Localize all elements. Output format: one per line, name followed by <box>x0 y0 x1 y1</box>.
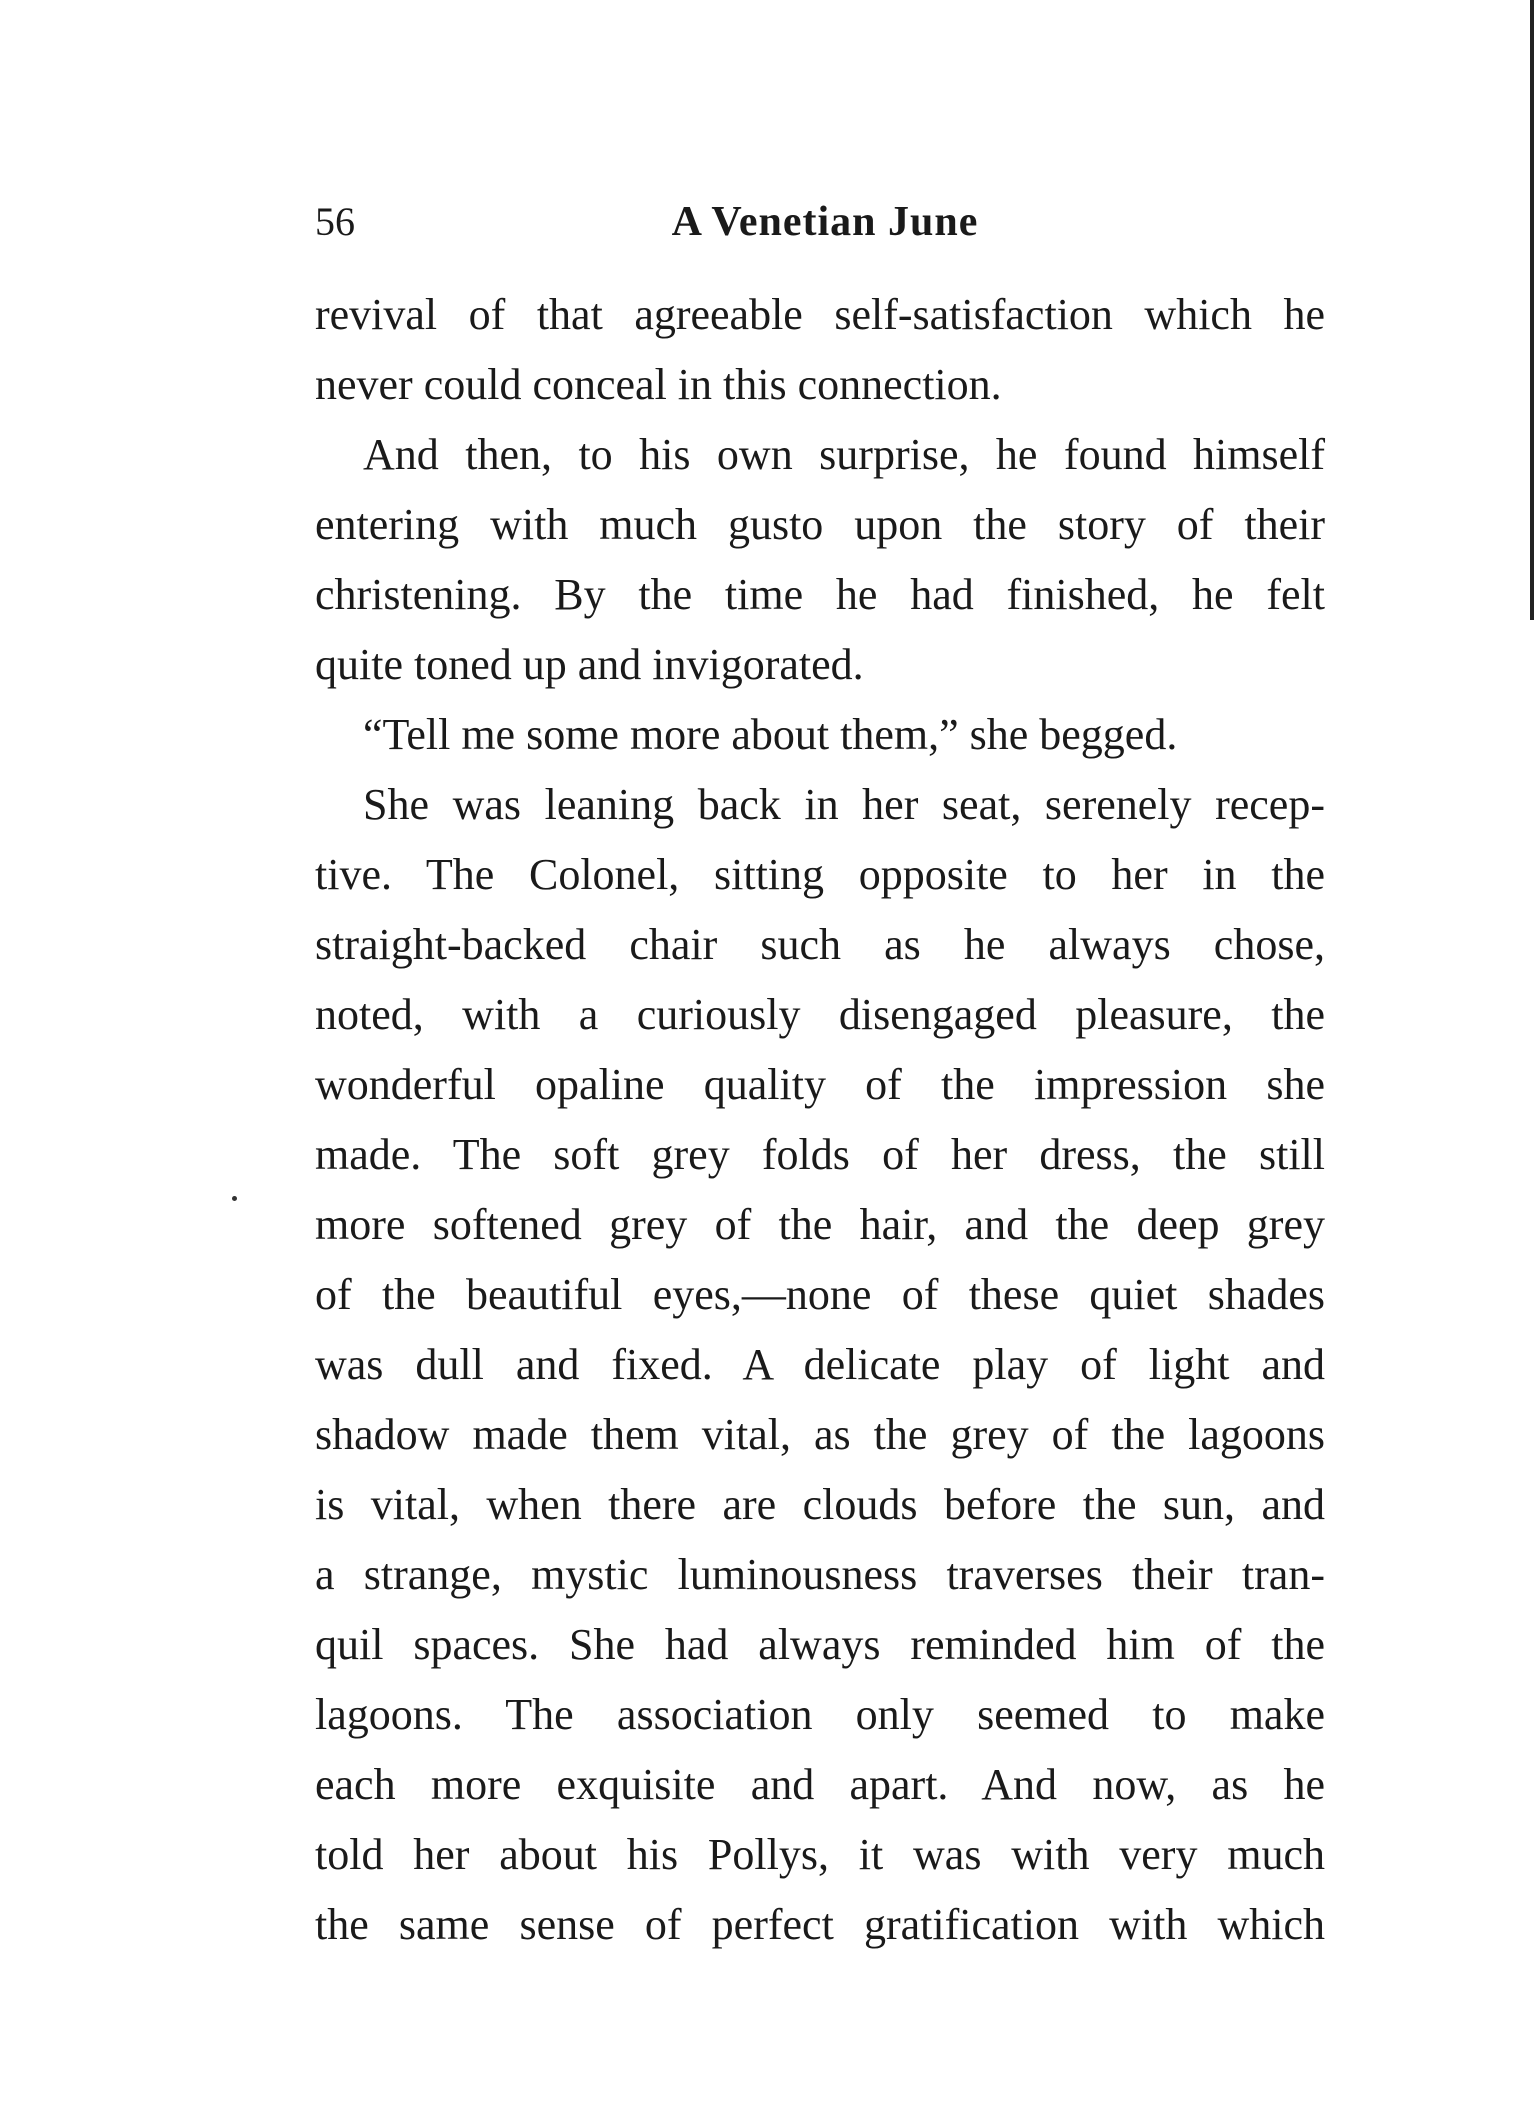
text-line: of the beautiful eyes,—none of these quiet shades <box>315 1270 1325 1319</box>
text-line: quite toned up and invigorated. <box>315 640 864 689</box>
text-line: shadow made them vital, as the grey of the lagoons <box>315 1410 1325 1459</box>
text-line: each more exquisite and apart. And now, as he <box>315 1760 1325 1809</box>
text-line: made. The soft grey folds of her dress, the still <box>315 1130 1325 1179</box>
text-line: is vital, when there are clouds before the sun, and <box>315 1480 1325 1529</box>
text-line: more softened grey of the hair, and the deep grey <box>315 1200 1325 1249</box>
text-line: a strange, mystic luminousness traverses their tran- <box>315 1550 1325 1599</box>
body-text <box>315 280 1325 1960</box>
text-line: told her about his Pollys, it was with very much <box>315 1830 1325 1879</box>
text-line: straight-backed chair such as he always chose, <box>315 920 1325 969</box>
text-line: christening. By the time he had finished, he felt <box>315 570 1325 619</box>
text-line: tive. The Colonel, sitting opposite to her in the <box>315 850 1325 899</box>
text-line: revival of that agreeable self-satisfaction which he <box>315 290 1325 339</box>
text-line: She was leaning back in her seat, serenely recep- <box>363 780 1325 829</box>
text-line: lagoons. The association only seemed to make <box>315 1690 1325 1739</box>
text-line: quil spaces. She had always reminded him of the <box>315 1620 1325 1669</box>
running-title: A Venetian June <box>671 199 979 245</box>
text-line: “Tell me some more about them,” she begged. <box>363 710 1178 759</box>
page-header <box>315 192 1335 252</box>
text-line: And then, to his own surprise, he found himself <box>363 430 1325 479</box>
text-line: the same sense of perfect gratification with which <box>315 1900 1325 1949</box>
text-line: never could conceal in this connection. <box>315 360 1002 409</box>
page-edge-rule <box>1530 0 1534 620</box>
text-line: wonderful opaline quality of the impression she <box>315 1060 1325 1109</box>
margin-speck <box>232 1196 237 1201</box>
text-line: noted, with a curiously disengaged pleasure, the <box>315 990 1325 1039</box>
text-line: was dull and fixed. A delicate play of light and <box>315 1340 1325 1389</box>
page-number: 56 <box>315 199 355 244</box>
text-line: entering with much gusto upon the story of their <box>315 500 1325 549</box>
